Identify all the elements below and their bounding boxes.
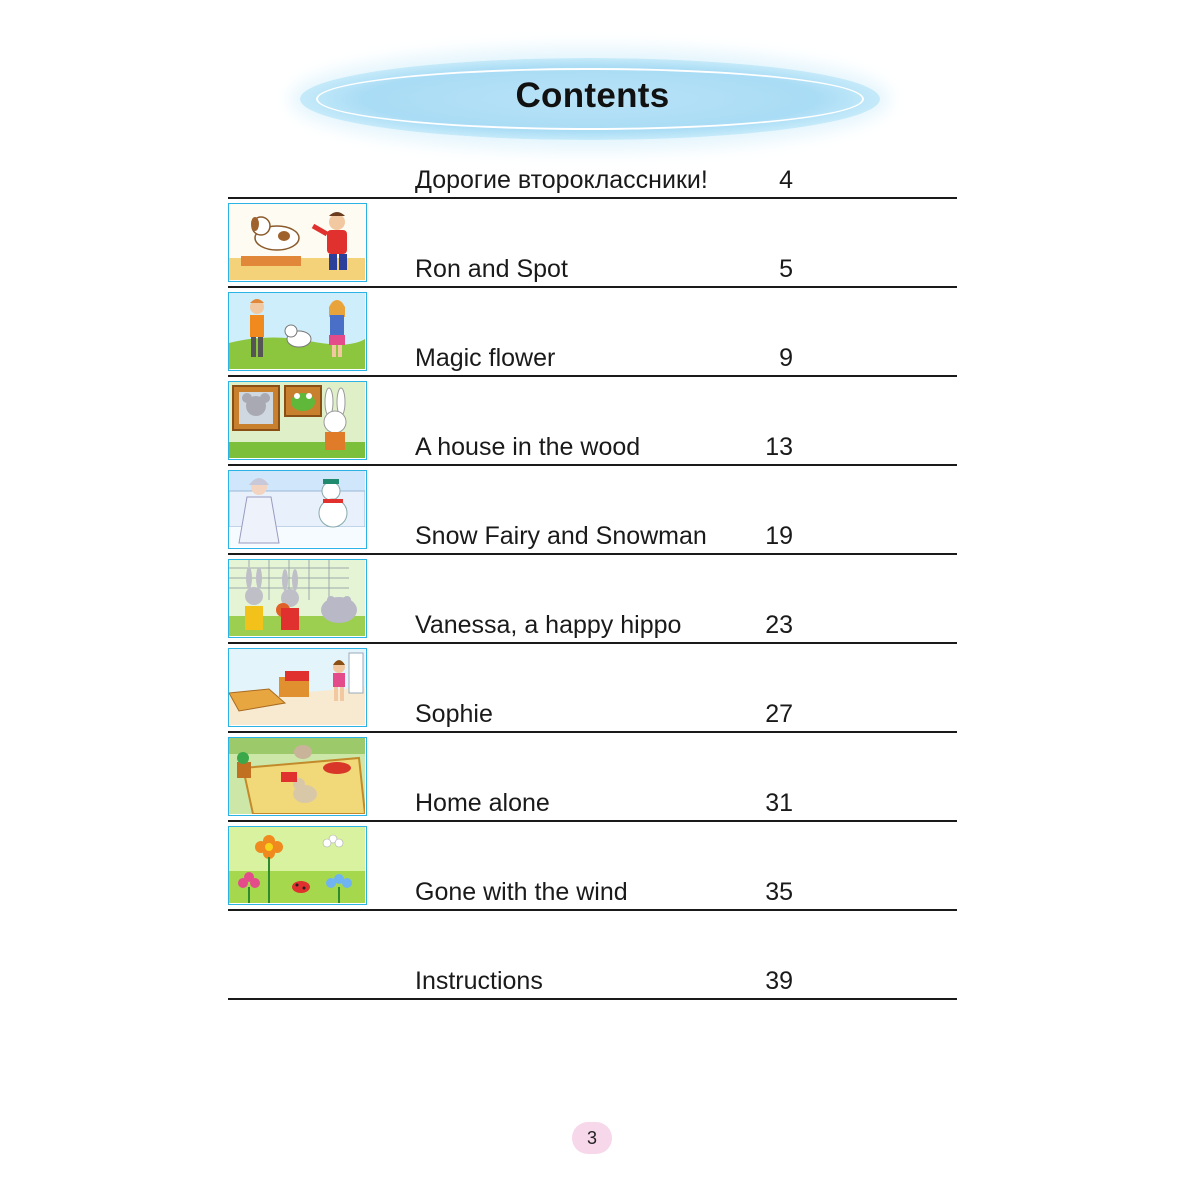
entry-title: Дорогие второклассники! bbox=[415, 166, 708, 194]
entry-title: Vanessa, a happy hippo bbox=[415, 611, 682, 639]
entry-page: 4 bbox=[779, 166, 793, 194]
cat-and-dog-at-home-illustration bbox=[228, 737, 367, 816]
entry-title: Sophie bbox=[415, 700, 493, 728]
contents-row[interactable] bbox=[228, 199, 957, 288]
children-with-dog-illustration bbox=[228, 292, 367, 371]
entry-title: Ron and Spot bbox=[415, 255, 568, 283]
entry-title: Gone with the wind bbox=[415, 878, 628, 906]
entry-title: Magic flower bbox=[415, 344, 556, 372]
entry-page: 19 bbox=[765, 522, 793, 550]
entry-page: 5 bbox=[779, 255, 793, 283]
girl-in-bedroom-illustration bbox=[228, 648, 367, 727]
snow-fairy-snowman-illustration bbox=[228, 470, 367, 549]
flowers-and-ladybug-illustration bbox=[228, 826, 367, 905]
dog-and-boy-illustration bbox=[228, 203, 367, 282]
entry-page: 31 bbox=[765, 789, 793, 817]
page-number: 3 bbox=[572, 1122, 612, 1154]
entry-page: 9 bbox=[779, 344, 793, 372]
entry-page: 23 bbox=[765, 611, 793, 639]
entry-page: 35 bbox=[765, 878, 793, 906]
contents-row[interactable] bbox=[228, 822, 957, 911]
entry-page: 39 bbox=[765, 967, 793, 995]
contents-row[interactable] bbox=[228, 911, 957, 1000]
page-title: Contents bbox=[515, 76, 670, 115]
contents-row[interactable] bbox=[228, 644, 957, 733]
entry-title: Instructions bbox=[415, 967, 543, 995]
rabbits-and-hippo-illustration bbox=[228, 559, 367, 638]
entry-title: Snow Fairy and Snowman bbox=[415, 522, 707, 550]
entry-page: 27 bbox=[765, 700, 793, 728]
contents-row[interactable] bbox=[228, 555, 957, 644]
contents-row[interactable] bbox=[228, 288, 957, 377]
entry-page: 13 bbox=[765, 433, 793, 461]
contents-row[interactable] bbox=[228, 466, 957, 555]
contents-row[interactable] bbox=[228, 733, 957, 822]
contents-row[interactable] bbox=[228, 110, 957, 199]
entry-title: Home alone bbox=[415, 789, 550, 817]
mouse-frog-rabbit-house-illustration bbox=[228, 381, 367, 460]
contents-row[interactable] bbox=[228, 377, 957, 466]
entry-title: A house in the wood bbox=[415, 433, 641, 461]
